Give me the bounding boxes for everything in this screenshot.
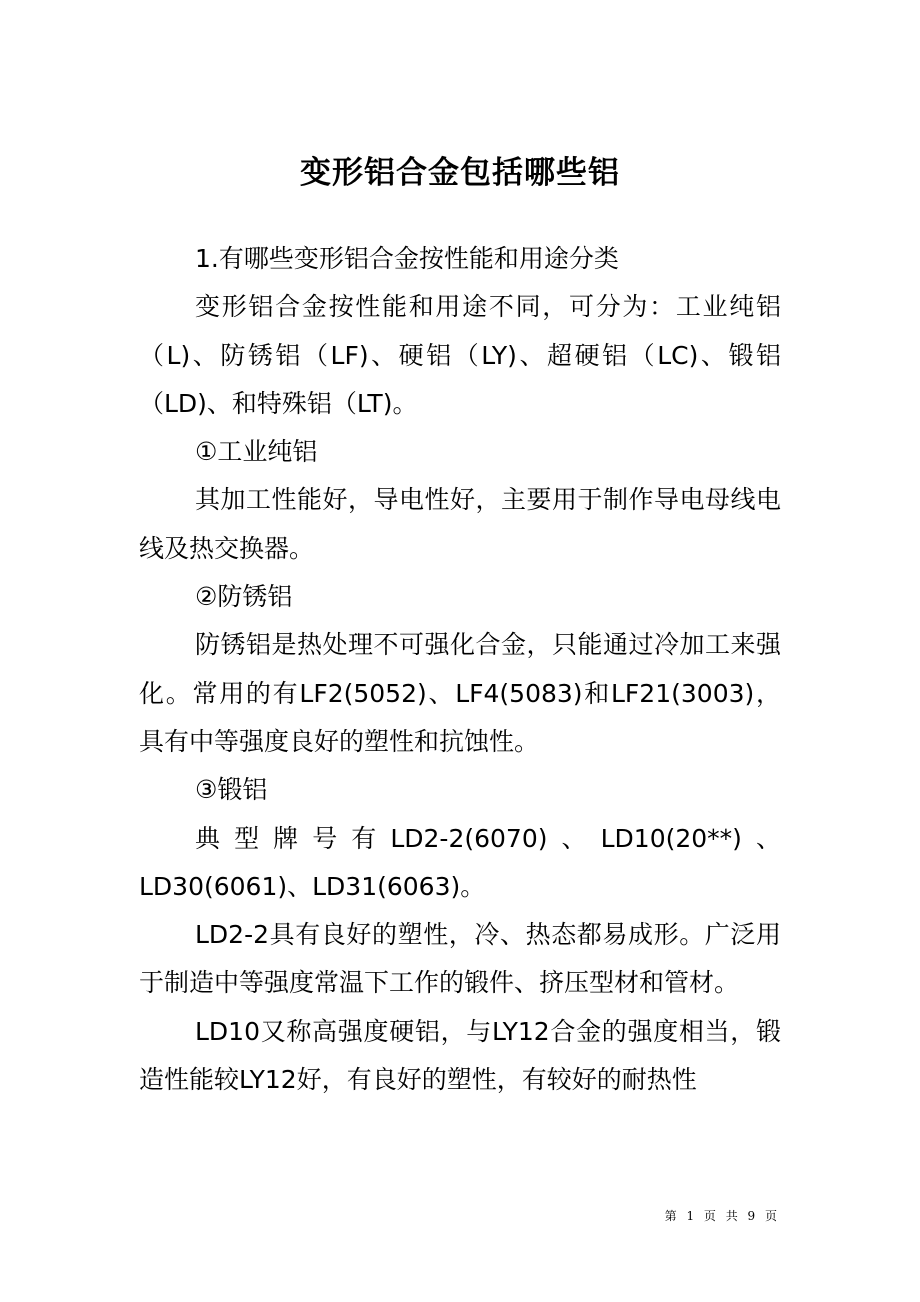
document-body	[139, 235, 781, 1104]
paragraph: 典型牌号有LD2-2(6070)、LD10(20**)、LD30(6061)、LD31(6063)。	[139, 823, 781, 901]
paragraph: LD2-2具有良好的塑性，冷、热态都易成形。广泛用于制造中等强度常温下工作的锻件、挤压型材和管材。	[139, 920, 781, 998]
page-number-footer: 第 1 页 共 9 页	[664, 1209, 780, 1223]
paragraph: 其加工性能好，导电性好，主要用于制作导电母线电线及热交换器。	[139, 485, 781, 563]
paragraph: 防锈铝是热处理不可强化合金，只能通过冷加工来强化。常用的有LF2(5052)、LF4(5083)和LF21(3003)，具有中等强度良好的塑性和抗蚀性。	[139, 630, 781, 756]
section-heading-pure-aluminum: ①工业纯铝	[195, 437, 318, 467]
document-title: 变形铝合金包括哪些铝	[300, 154, 620, 191]
section-heading-forged-aluminum: ③锻铝	[195, 775, 268, 805]
paragraph-heading: 1.有哪些变形铝合金按性能和用途分类	[195, 244, 619, 273]
section-heading-rust-proof-aluminum: ②防锈铝	[195, 582, 293, 612]
paragraph: 变形铝合金按性能和用途不同，可分为：工业纯铝（L)、防锈铝（LF)、硬铝（LY)、超硬铝（LC)、锻铝（LD)、和特殊铝（LT)。	[139, 292, 781, 418]
paragraph: LD10又称高强度硬铝，与LY12合金的强度相当，锻造性能较LY12好，有良好的塑性，有较好的耐热性	[139, 1016, 781, 1095]
